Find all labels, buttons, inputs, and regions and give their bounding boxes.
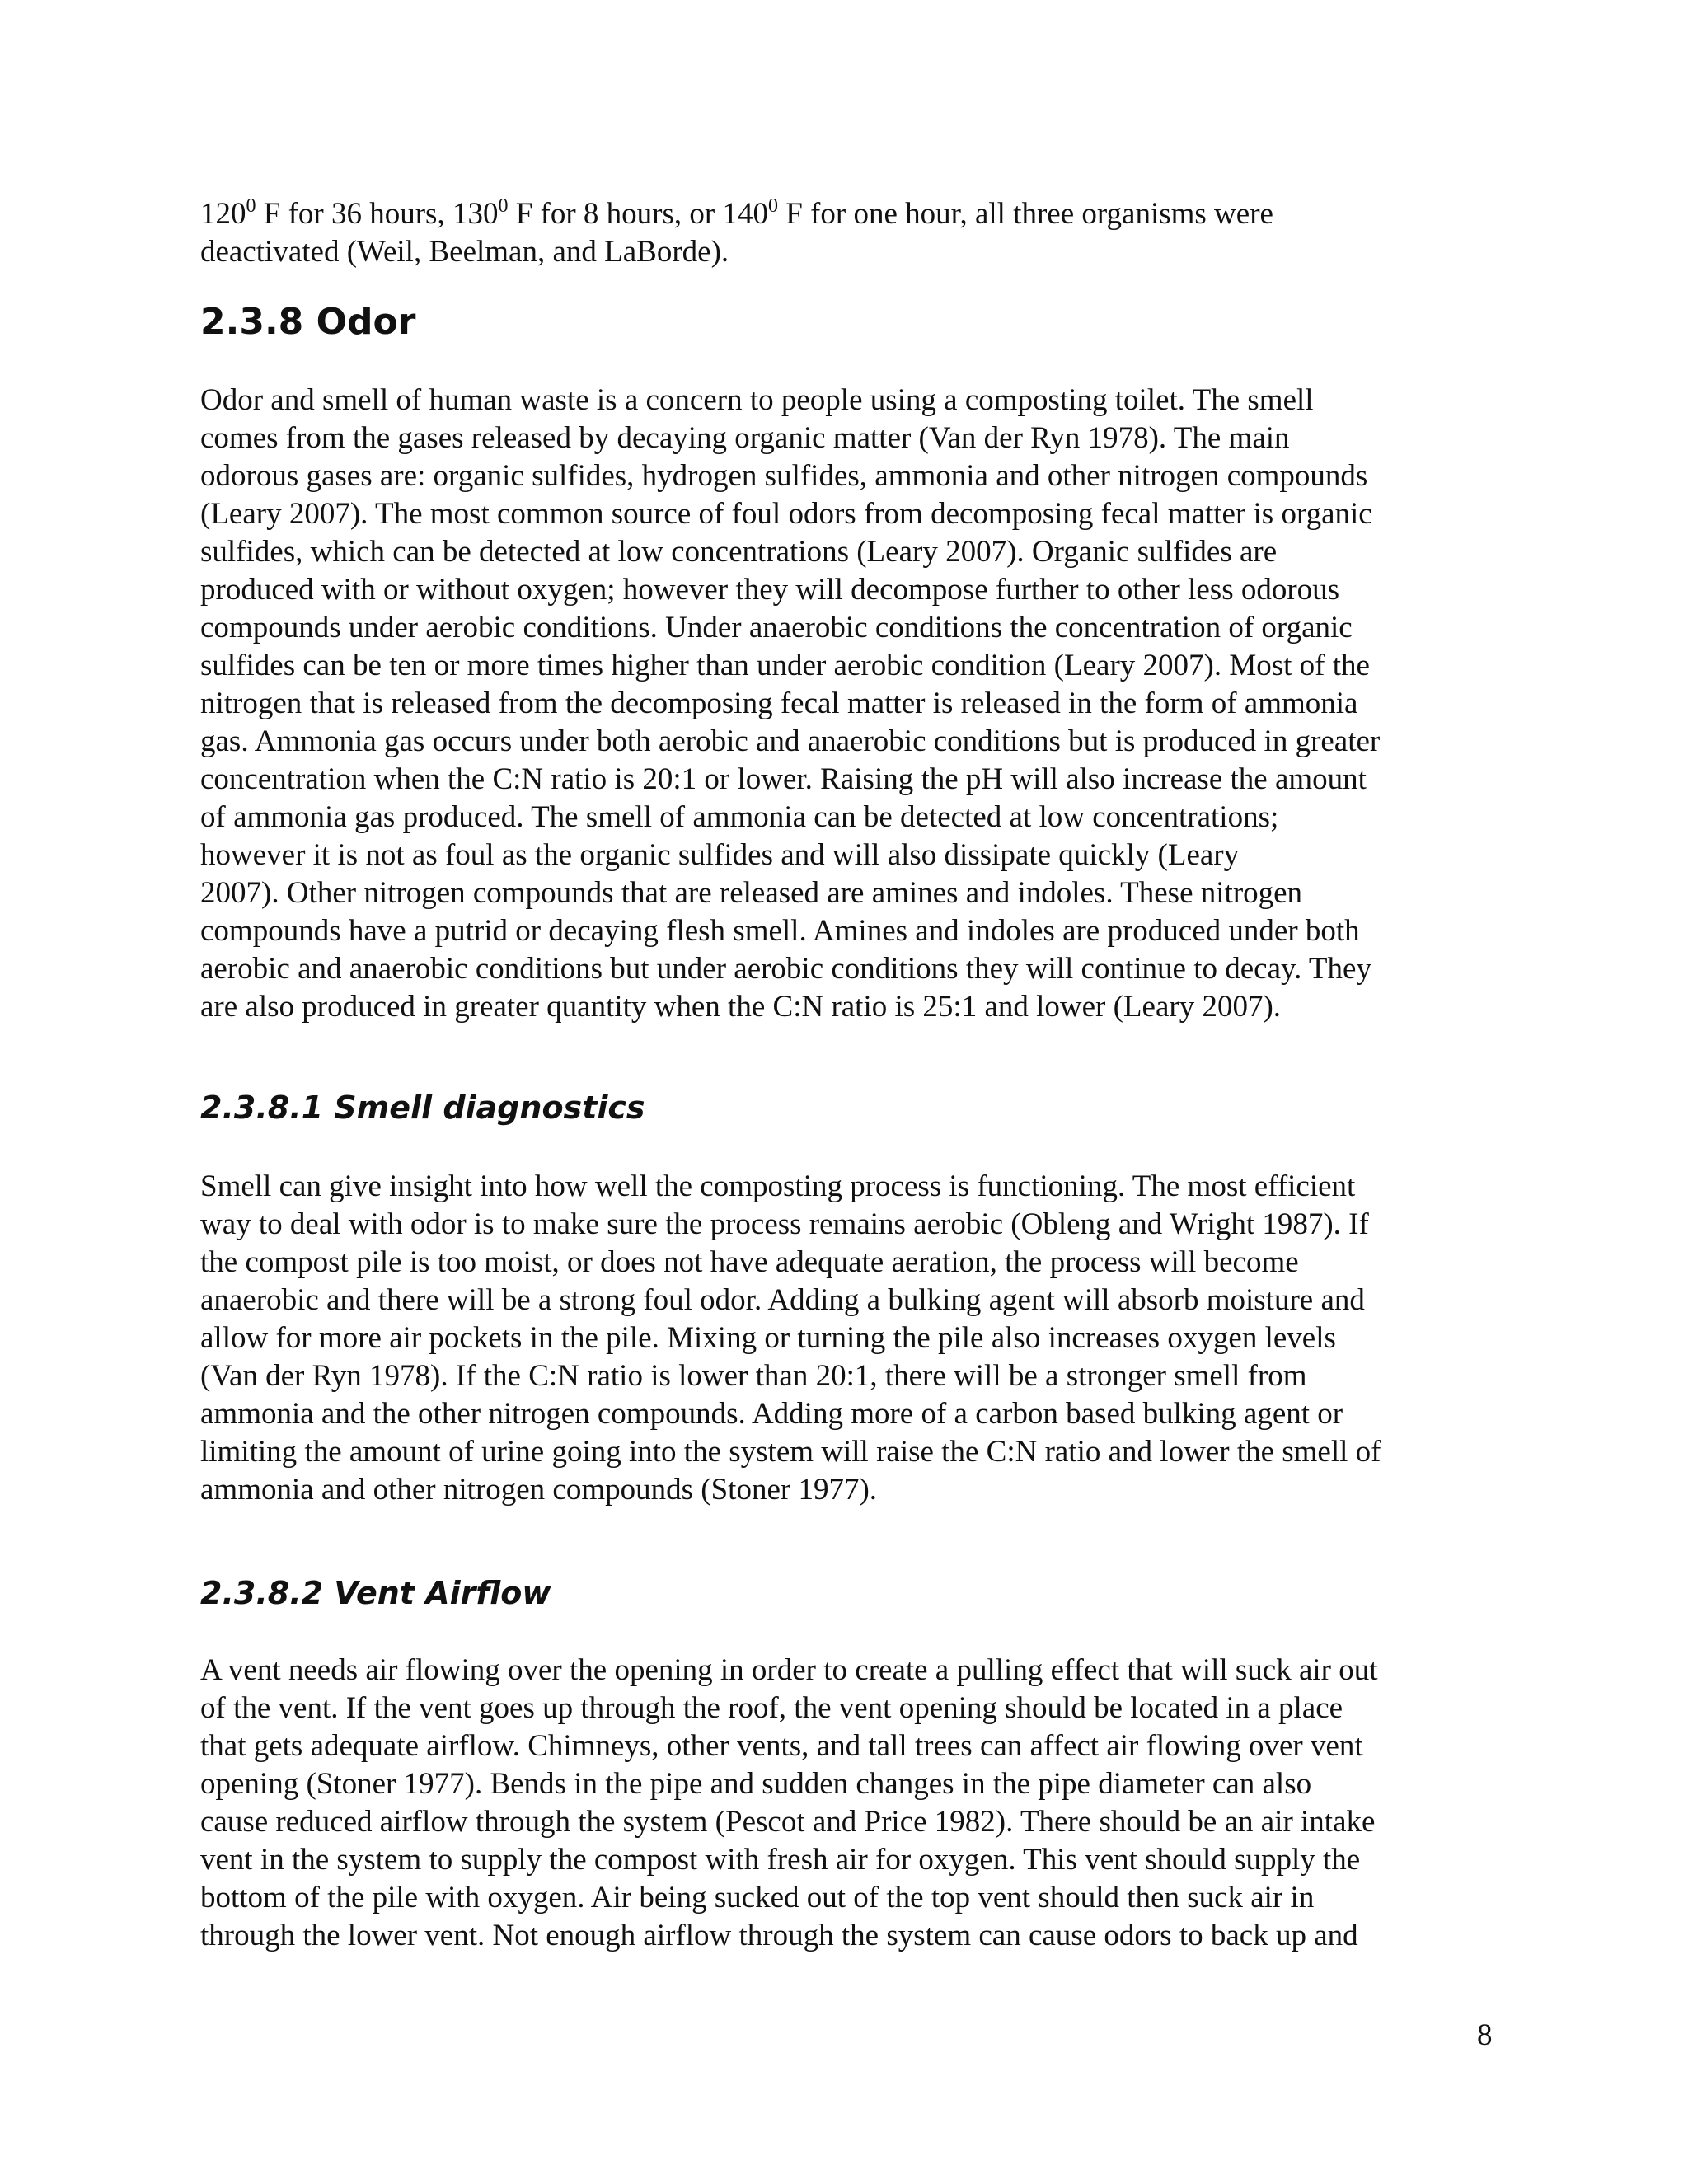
vent-line: A vent needs air flowing over the opening in order to create a pulling effect that will suck air out [200,1653,1378,1687]
smell-diagnostics-paragraph [200,1168,1494,1509]
vent-line: that gets adequate airflow. Chimneys, other vents, and tall trees can affect air flowing over vent [200,1729,1363,1763]
odor-line: gas. Ammonia gas occurs under both aerobic and anaerobic conditions but is produced in greater [200,724,1381,758]
smell-line: anaerobic and there will be a strong foul odor. Adding a bulking agent will absorb moisture and [200,1283,1365,1317]
odor-line: produced with or without oxygen; however they will decompose further to other less odorous [200,573,1340,607]
odor-line: sulfides can be ten or more times higher than under aerobic condition (Leary 2007). Most of the [200,649,1370,682]
vent-line: of the vent. If the vent goes up through the roof, the vent opening should be located in a place [200,1691,1343,1725]
smell-line: (Van der Ryn 1978). If the C:N ratio is lower than 20:1, there will be a stronger smell from [200,1359,1307,1393]
section-heading-vent-airflow: 2.3.8.2 Vent Airflow [200,1575,551,1611]
smell-line: limiting the amount of urine going into the system will raise the C:N ratio and lower the smell of [200,1435,1381,1469]
vent-line: opening (Stoner 1977). Bends in the pipe and sudden changes in the pipe diameter can also [200,1767,1312,1801]
odor-line: are also produced in greater quantity when the C:N ratio is 25:1 and lower (Leary 2007). [200,990,1282,1024]
page-number: 8 [1477,2018,1493,2052]
odor-line: (Leary 2007). The most common source of foul odors from decomposing fecal matter is organic [200,497,1372,531]
vent-line: bottom of the pile with oxygen. Air being sucked out of the top vent should then suck air in [200,1881,1315,1915]
odor-paragraph [200,382,1494,1026]
vent-airflow-paragraph [200,1652,1494,1955]
odor-line: compounds have a putrid or decaying flesh smell. Amines and indoles are produced under both [200,914,1360,948]
smell-line: allow for more air pockets in the pile. Mixing or turning the pile also increases oxygen levels [200,1321,1336,1355]
intro-paragraph [200,195,1494,271]
odor-line: aerobic and anaerobic conditions but under aerobic conditions they will continue to decay. They [200,952,1372,986]
odor-line: sulfides, which can be detected at low concentrations (Leary 2007). Organic sulfides are [200,535,1278,569]
section-heading-odor: 2.3.8 Odor [200,301,416,343]
smell-line: ammonia and other nitrogen compounds (Stoner 1977). [200,1473,878,1507]
odor-line: nitrogen that is released from the decomposing fecal matter is released in the form of ammonia [200,687,1358,720]
odor-line: Odor and smell of human waste is a concern to people using a composting toilet. The smell [200,383,1314,417]
smell-line: Smell can give insight into how well the composting process is functioning. The most efficient [200,1169,1356,1203]
vent-line: vent in the system to supply the compost with fresh air for oxygen. This vent should supply the [200,1843,1361,1877]
smell-line: ammonia and the other nitrogen compounds. Adding more of a carbon based bulking agent or [200,1397,1343,1431]
smell-line: the compost pile is too moist, or does not have adequate aeration, the process will become [200,1245,1299,1279]
odor-line: compounds under aerobic conditions. Under anaerobic conditions the concentration of organic [200,611,1353,644]
odor-line: comes from the gases released by decaying organic matter (Van der Ryn 1978). The main [200,421,1290,455]
odor-line: odorous gases are: organic sulfides, hydrogen sulfides, ammonia and other nitrogen compounds [200,459,1368,493]
vent-line: cause reduced airflow through the system (Pescot and Price 1982). There should be an air intake [200,1805,1376,1839]
intro-line-2: deactivated (Weil, Beelman, and LaBorde). [200,235,729,269]
odor-line: 2007). Other nitrogen compounds that are released are amines and indoles. These nitrogen [200,876,1303,910]
intro-line-1: $120^0$ F for 36 hours, $130^0$ F for 8 hours, or $140^0$ F for one hour, all three organisms were [200,195,1273,231]
odor-line: of ammonia gas produced. The smell of ammonia can be detected at low concentrations; [200,800,1279,834]
section-heading-smell-diagnostics: 2.3.8.1 Smell diagnostics [200,1090,645,1126]
vent-line: through the lower vent. Not enough airflow through the system can cause odors to back up and [200,1919,1358,1952]
odor-line: concentration when the C:N ratio is 20:1 or lower. Raising the pH will also increase the amount [200,762,1367,796]
odor-line: however it is not as foul as the organic sulfides and will also dissipate quickly (Leary [200,838,1240,872]
smell-line: way to deal with odor is to make sure the process remains aerobic (Obleng and Wright 1987). If [200,1207,1369,1241]
